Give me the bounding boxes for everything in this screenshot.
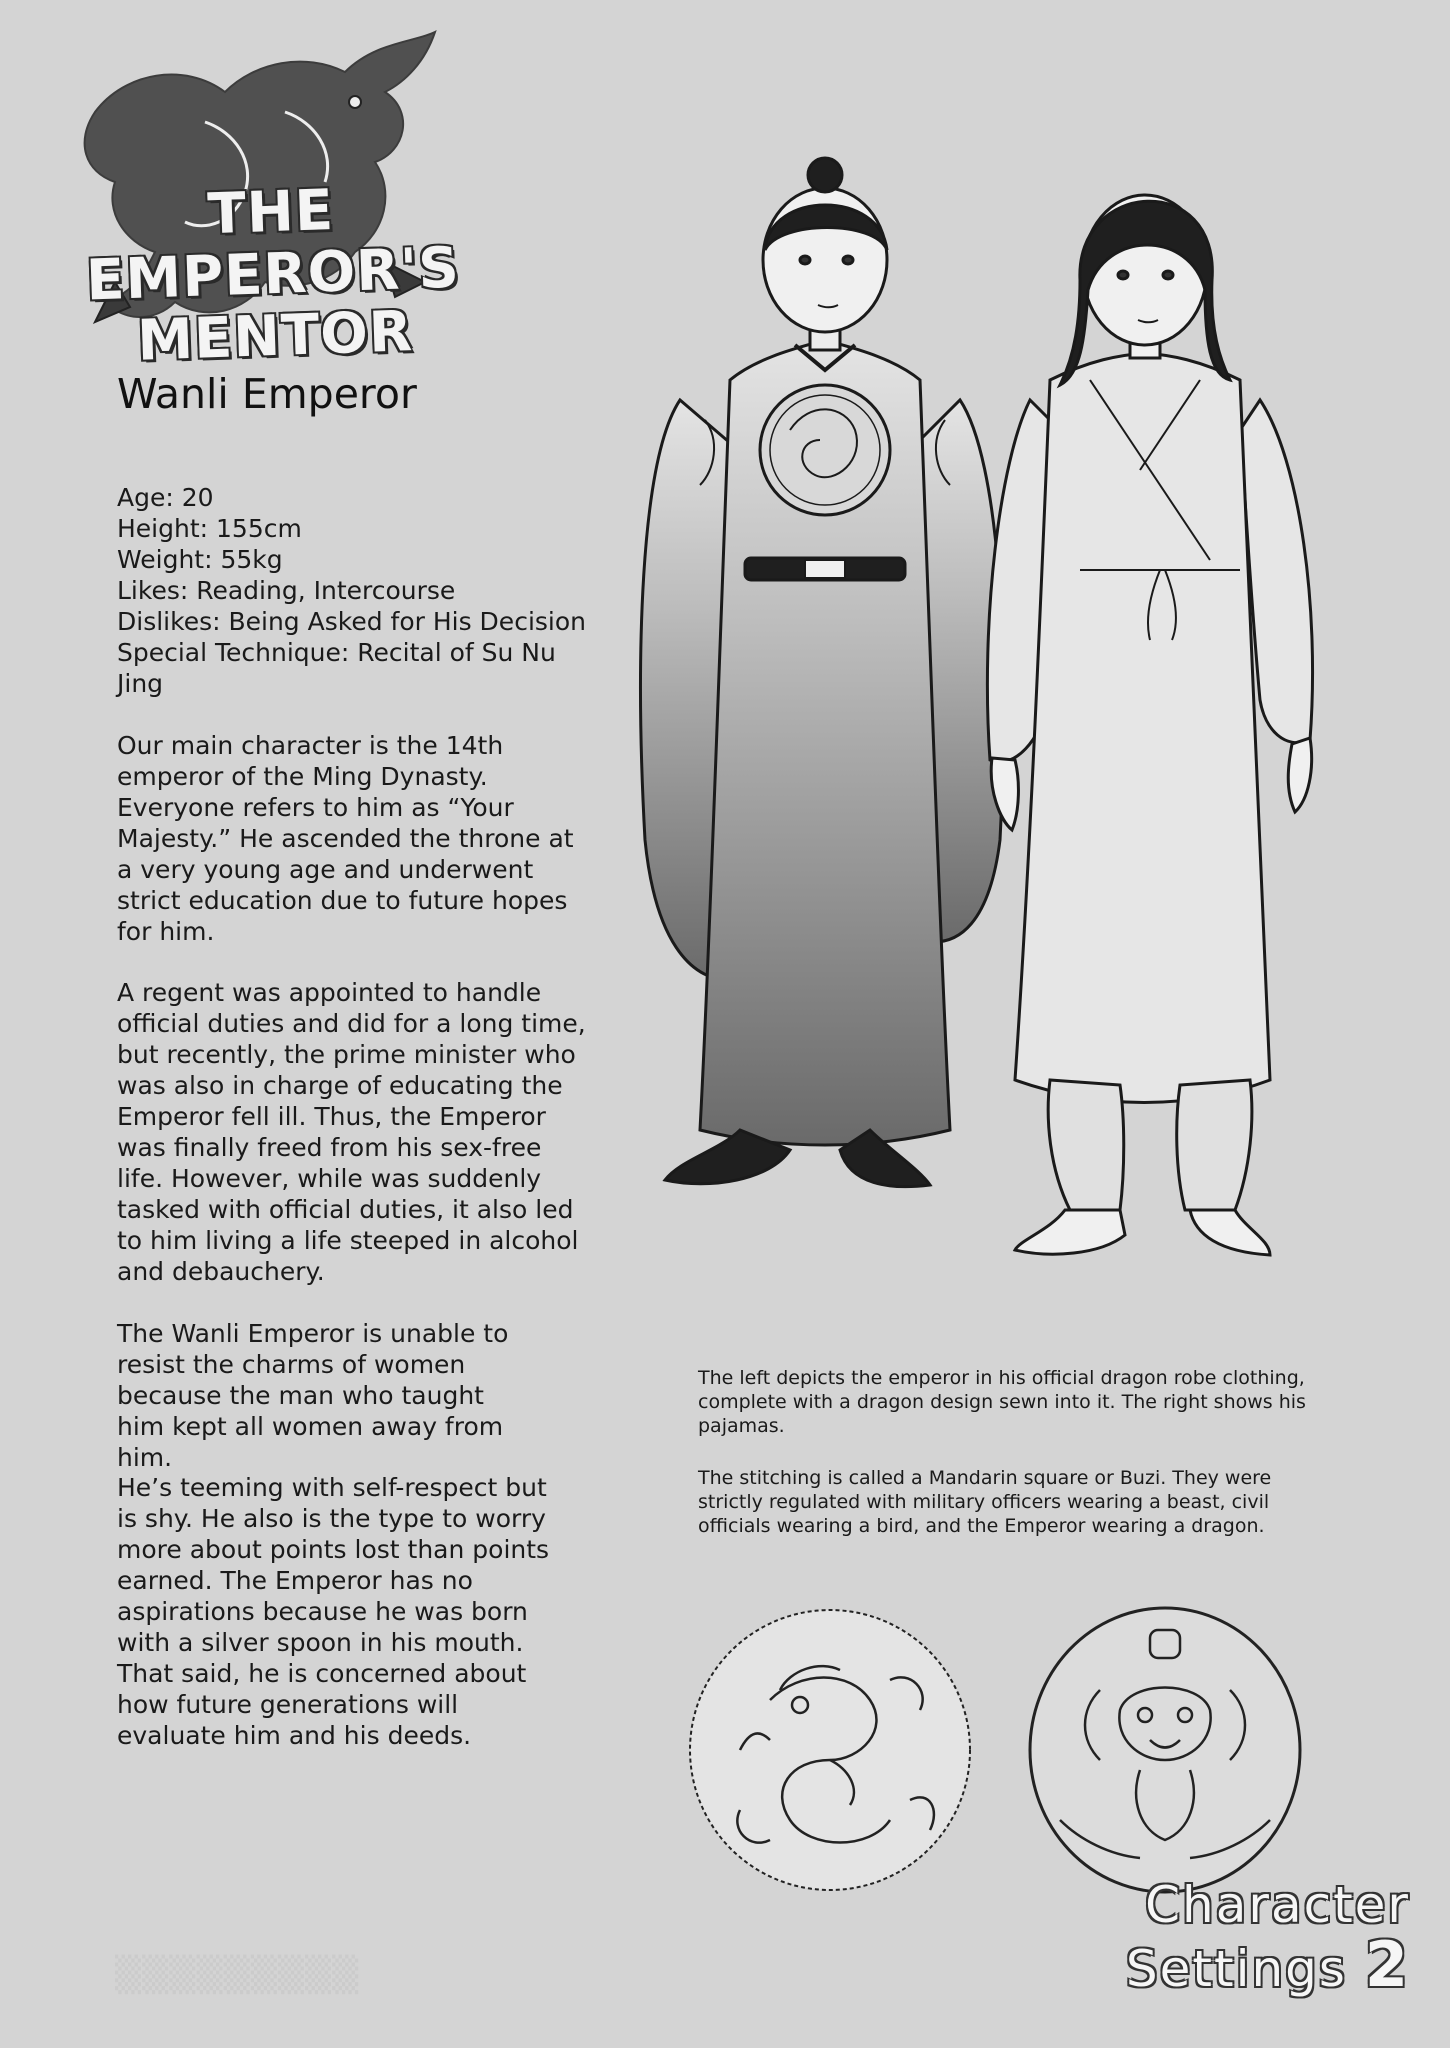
page-footer-title (1090, 1875, 1410, 1999)
description-paragraph: He’s teeming with self-respect but is shy. He also is the type to worry more about points lost than points earned. The Emperor has no aspirations because he was born with a silver spoon in his mouth. That said, he is concerned about how future generations will evaluate him and his deeds. (117, 1473, 550, 1750)
stat-weight: Weight: 55kg (117, 545, 283, 574)
description-paragraph: Our main character is the 14th emperor of the Ming Dynasty. Everyone refers to him as “Your Majesty.” He ascended the throne at a very young age and underwent strict education due to future hopes for him. (117, 731, 574, 946)
emperor-dragon-medallion-icon (1020, 1600, 1310, 1900)
character-name: Wanli Emperor (117, 370, 417, 418)
illustration-caption: The left depicts the emperor in his official dragon robe clothing, complete with a dragon design sewn into it. The right shows his pajamas. (698, 1367, 1306, 1437)
pajama-figure (987, 195, 1312, 1255)
footer-title-settings: Settings (1125, 1940, 1347, 1998)
stat-special-technique: Special Technique: Recital of Su Nu Jing (117, 638, 556, 698)
description-paragraph: A regent was appointed to handle official duties and did for a long time, but recently, the prime minister who was also in charge of educating the Emperor fell ill. Thus, the Emperor was finally freed from his sex-free life. However, while was suddenly tasked with official duties, it also led to him living a life steeped in alcohol and debauchery. (117, 978, 586, 1286)
footer-page-number: 2 (1364, 1928, 1410, 2001)
series-logo (55, 22, 475, 374)
series-title-line2: MENTOR (136, 299, 415, 374)
watermark: ▒▒▒▒▒▒▒▒▒ (115, 1955, 360, 1995)
series-title (60, 175, 486, 376)
footer-title-line2 (1090, 1928, 1410, 2001)
character-stats (117, 482, 597, 699)
mandarin-square-caption: The stitching is called a Mandarin square or Buzi. They were strictly regulated with military officers wearing a beast, civil officials wearing a bird, and the Emperor wearing a dragon. (698, 1467, 1272, 1537)
stat-age: Age: 20 (117, 483, 214, 512)
emperor-figure (641, 158, 1004, 1187)
dragon-medallion-icon (680, 1600, 980, 1900)
stat-height: Height: 155cm (117, 514, 302, 543)
character-illustration (620, 140, 1360, 1300)
stat-likes: Likes: Reading, Intercourse (117, 576, 456, 605)
description-paragraph: The Wanli Emperor is unable to resist the charms of women because the man who taught him kept all women away from him. (117, 1319, 509, 1472)
series-title-line1: THE EMPEROR'S (85, 177, 461, 314)
footer-title-line1: Character (1145, 1876, 1410, 1934)
stat-dislikes: Dislikes: Being Asked for His Decision (117, 607, 586, 636)
